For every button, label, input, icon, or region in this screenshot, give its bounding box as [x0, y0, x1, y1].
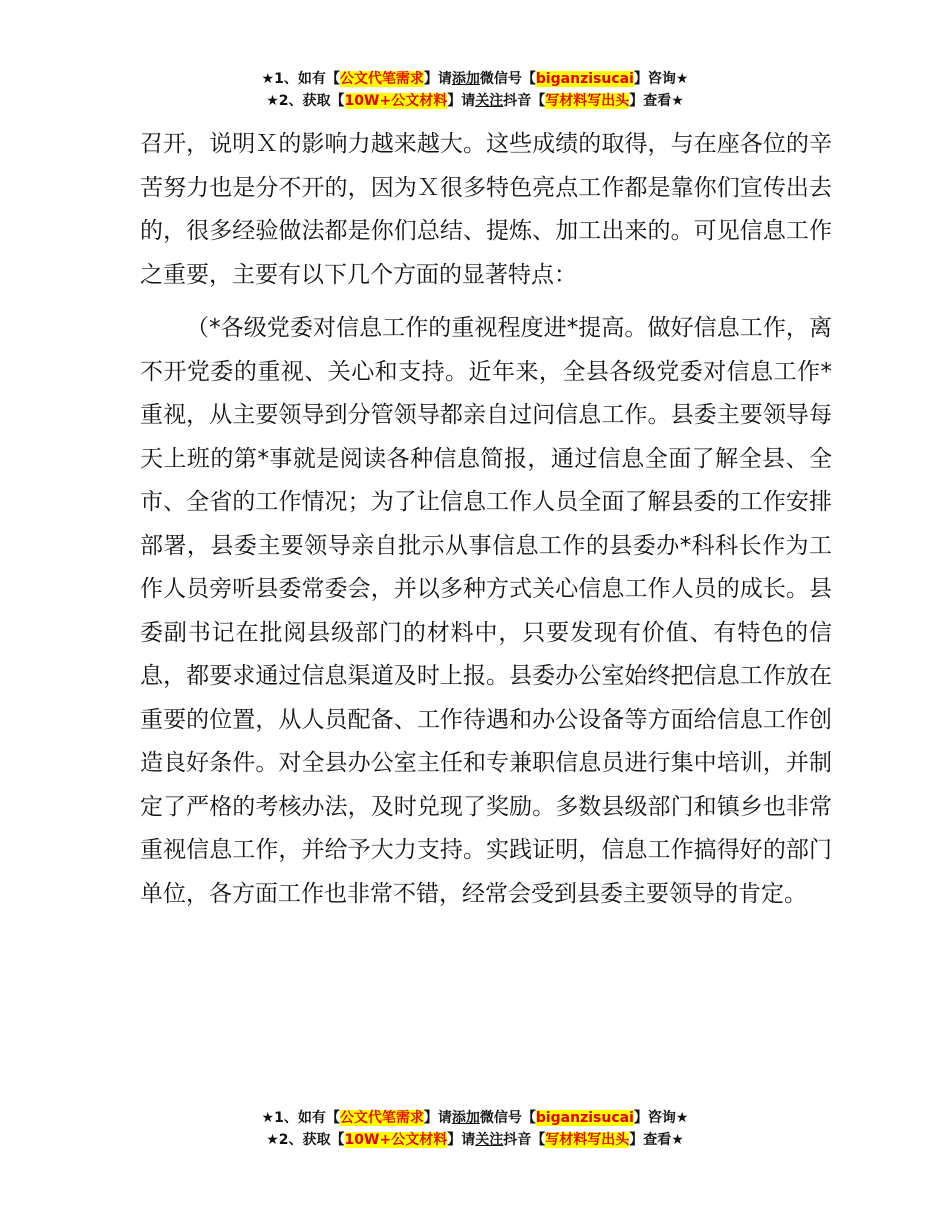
star-icon: ★ [675, 1110, 689, 1126]
ad-text: 】请 [423, 71, 452, 87]
ad-highlight-wechat-id: biganzisucai [535, 1110, 634, 1126]
ad-text: 微信号【 [479, 71, 536, 87]
star-icon: ★ [261, 1110, 275, 1126]
footer-ad-line-2 [0, 1129, 950, 1151]
ad-highlight-materials: 10W+公文材料 [344, 1132, 448, 1148]
ad-underlined-text: 添加 [451, 71, 480, 87]
ad-text: 1、如有【 [274, 71, 340, 87]
ad-text: 抖音【 [503, 1132, 546, 1148]
ad-highlight-materials: 10W+公文材料 [344, 93, 448, 109]
star-icon: ★ [266, 93, 279, 109]
star-icon: ★ [671, 1132, 684, 1148]
ad-text: 抖音【 [503, 93, 546, 109]
ad-text: 】请 [447, 93, 476, 109]
document-body [140, 123, 832, 916]
ad-text: 2、获取【 [278, 93, 345, 109]
ad-text: 】请 [447, 1132, 476, 1148]
ad-highlight-douyin-account: 写材料写出头 [545, 93, 630, 109]
star-icon: ★ [675, 71, 689, 87]
ad-text: 】查看 [629, 1132, 672, 1148]
ad-underlined-text: 关注 [475, 93, 504, 109]
ad-underlined-text: 添加 [451, 1110, 480, 1126]
header-ad-line-1 [0, 68, 950, 90]
ad-highlight-service: 公文代笔需求 [339, 1110, 424, 1126]
star-icon: ★ [671, 93, 684, 109]
ad-text: 】请 [423, 1110, 452, 1126]
footer-ad-banner [0, 1107, 950, 1151]
header-ad-banner [0, 68, 950, 112]
ad-text: 1、如有【 [274, 1110, 340, 1126]
ad-text: 微信号【 [479, 1110, 536, 1126]
ad-text: 】查看 [629, 93, 672, 109]
ad-highlight-service: 公文代笔需求 [339, 71, 424, 87]
footer-ad-line-1 [0, 1107, 950, 1129]
ad-highlight-wechat-id: biganzisucai [535, 71, 634, 87]
body-paragraph-2: （*各级党委对信息工作的重视程度进*提高。做好信息工作，离不开党委的重视、关心和支持。近年来，全县各级党委对信息工作*重视，从主要领导到分管领导都亲自过问信息工作。县委主要领导每天上班的第*事就是阅读各种信息简报，通过信息全面了解全县、全市、全省的工作情况；为了让信息工作人员全面了解县委的工作安排部署，县委主要领导亲自批示从事信息工作的县委办*科科长作为工作人员旁听县委常委会，并以多种方式关心信息工作人员的成长。县委副书记在批阅县级部门的材料中，只要发现有价值、有特色的信息，都要求通过信息渠道及时上报。县委办公室始终把信息工作放在重要的位置，从人员配备、工作待遇和办公设备等方面给信息工作创造良好条件。对全县办公室主任和专兼职信息员进行集中培训，并制定了严格的考核办法，及时兑现了奖励。多数县级部门和镇乡也非常重视信息工作，并给予大力支持。实践证明，信息工作搞得好的部门单位，各方面工作也非常不错，经常会受到县委主要领导的肯定。 [140, 315, 832, 907]
ad-text: 2、获取【 [278, 1132, 345, 1148]
star-icon: ★ [261, 71, 275, 87]
ad-underlined-text: 关注 [475, 1132, 504, 1148]
ad-text: 】咨询 [633, 71, 676, 87]
body-paragraph-1: 召开，说明Ｘ的影响力越来越大。这些成绩的取得，与在座各位的辛苦努力也是分不开的，因为Ｘ很多特色亮点工作都是靠你们宣传出去的，很多经验做法都是你们总结、提炼、加工出来的。可见信息工作之重要，主要有以下几个方面的显著特点： [140, 131, 832, 288]
ad-text: 】咨询 [633, 1110, 676, 1126]
ad-highlight-douyin-account: 写材料写出头 [545, 1132, 630, 1148]
star-icon: ★ [266, 1132, 279, 1148]
header-ad-line-2 [0, 90, 950, 112]
